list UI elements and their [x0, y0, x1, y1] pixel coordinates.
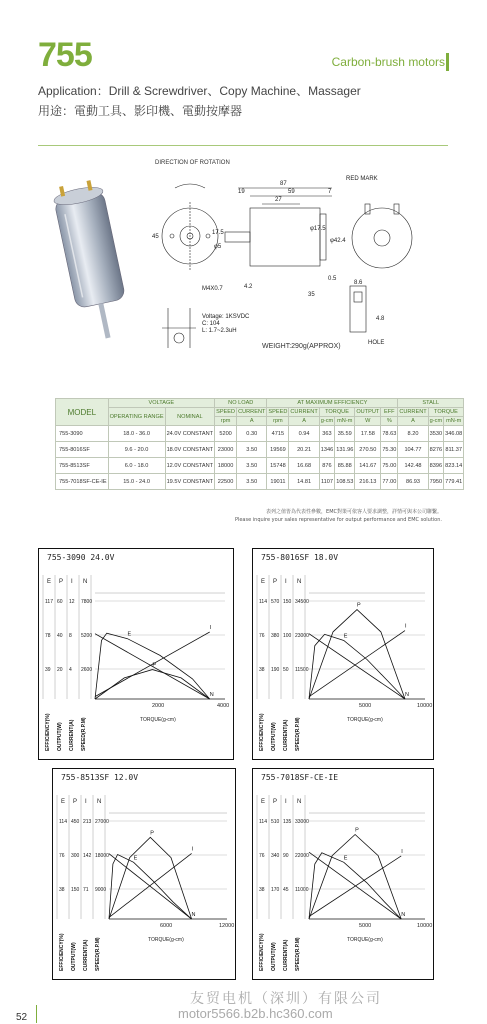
page-number: 52 — [16, 1012, 28, 1023]
y-tick-label: 4 — [69, 667, 72, 673]
legend-label: EFFICIENCY(%) — [259, 933, 265, 971]
y-tick-label: 33000 — [295, 819, 309, 825]
sub-me-current: CURRENT — [290, 409, 318, 415]
dim-phi-42: φ42.4 — [330, 238, 346, 244]
y-tick-label: 5200 — [81, 633, 93, 639]
value-cell: 1346 — [319, 442, 334, 458]
hole-label: HOLE — [368, 340, 385, 346]
value-cell: 75.30 — [381, 442, 398, 458]
y-tick-label: 20 — [57, 667, 63, 673]
axis-letter: I — [285, 579, 287, 585]
x-tick-label: 4000 — [217, 703, 230, 709]
axis-letter: N — [297, 799, 302, 805]
y-tick-label: 34500 — [295, 599, 309, 605]
value-cell: 75.00 — [381, 458, 398, 474]
screw-label: M4X0.7 — [202, 286, 223, 292]
value-cell: 7950 — [428, 474, 443, 490]
unit: rpm — [267, 417, 289, 426]
application-en: Application：Drill & Screwdriver、Copy Machine、Massager — [38, 84, 361, 98]
value-cell: 85.88 — [335, 458, 355, 474]
y-tick-label: 213 — [83, 819, 92, 825]
value-cell: 811.37 — [444, 442, 464, 458]
dim-0-5: 0.5 — [328, 276, 337, 282]
model-cell: 755-8513SF — [56, 458, 109, 474]
table-note — [235, 508, 442, 524]
y-tick-label: 135 — [283, 819, 292, 825]
series-label: I — [401, 848, 403, 855]
x-axis-label: TORQUE(g-cm) — [347, 937, 383, 943]
legend-label: OUTPUT(W) — [71, 942, 77, 971]
axis-letter: P — [273, 579, 278, 585]
sub-me-eff: EFF — [381, 408, 398, 417]
value-cell: 216.13 — [355, 474, 381, 490]
series-label: P — [357, 602, 361, 609]
value-cell: 6.0 - 18.0 — [108, 458, 165, 474]
rotation-direction-label: DIRECTION OF ROTATION — [155, 160, 230, 166]
value-cell: 35.59 — [335, 426, 355, 442]
sub-nl-current: CURRENT — [238, 409, 266, 415]
table-row — [56, 442, 464, 458]
y-tick-label: 142 — [83, 853, 92, 859]
voltage-note-1: Voltage: 1KSVDC — [202, 314, 250, 320]
y-tick-label: 190 — [271, 667, 280, 673]
sub-me-torque: TORQUE — [319, 408, 355, 417]
dim-27: 27 — [275, 197, 282, 203]
series-line-p — [309, 835, 401, 920]
series-label: I — [209, 625, 212, 632]
value-cell: 142.48 — [398, 458, 428, 474]
value-cell: 8.20 — [398, 426, 428, 442]
value-cell: 5200 — [215, 426, 237, 442]
series-line-i — [309, 631, 405, 697]
y-tick-label: 39 — [45, 667, 51, 673]
y-tick-label: 76 — [259, 853, 265, 859]
legend-label: SPEED(R.P.M) — [95, 937, 101, 971]
chart-title: 755-3090 24.0V — [47, 553, 115, 562]
x-tick-label: 5000 — [359, 703, 372, 709]
value-cell: 3.50 — [237, 458, 267, 474]
legend-label: SPEED(R.P.M) — [295, 717, 301, 751]
y-tick-label: 38 — [59, 887, 65, 893]
col-stall: STALL — [398, 399, 464, 408]
axis-letter: E — [261, 799, 266, 805]
series-label: E — [343, 855, 348, 862]
value-cell: 9.6 - 20.0 — [108, 442, 165, 458]
table-row — [56, 458, 464, 474]
sub-operating-range: OPERATING RANGE — [108, 408, 165, 426]
sub-nominal: NOMINAL — [165, 408, 215, 426]
x-axis-label: TORQUE(g-cm) — [148, 937, 184, 943]
value-cell: 23000 — [215, 442, 237, 458]
dim-8-6: 8.6 — [354, 280, 363, 286]
series-line-p — [309, 610, 405, 699]
value-cell: 876 — [319, 458, 334, 474]
value-cell: 16.68 — [289, 458, 319, 474]
value-cell: 12.0V CONSTANT — [165, 458, 215, 474]
value-cell: 0.94 — [289, 426, 319, 442]
axis-letter: E — [261, 579, 266, 585]
value-cell: 3.50 — [237, 442, 267, 458]
dim-phi-17: φ17.5 — [310, 226, 326, 232]
sub-me-speed: SPEED — [268, 409, 288, 415]
table-note-en: Please inquire your sales representative for output performance and EMC solution. — [234, 517, 442, 523]
table-note-zh: 表列之值皆為代表性參數，EMC對策可依客人要求調整，詳情可與本公司聯繫。 — [266, 509, 442, 515]
series-line-n — [309, 852, 401, 919]
chart-title: 755-8016SF 18.0V — [261, 553, 339, 562]
dim-87: 87 — [280, 181, 287, 187]
y-tick-label: 90 — [283, 853, 289, 859]
y-tick-label: 60 — [57, 599, 63, 605]
motor-photo — [45, 170, 135, 350]
series-label: E — [127, 631, 132, 638]
x-tick-label: 10000 — [417, 703, 433, 709]
series-label: P — [152, 662, 157, 669]
unit: rpm — [215, 417, 237, 426]
y-tick-label: 170 — [271, 887, 280, 893]
y-tick-label: 7800 — [81, 599, 93, 605]
value-cell: 18000 — [215, 458, 237, 474]
legend-label: CURRENT(A) — [69, 719, 75, 751]
unit: mN-m — [444, 417, 464, 426]
axis-letter: P — [73, 799, 78, 805]
value-cell: 8396 — [428, 458, 443, 474]
col-voltage: VOLTAGE — [108, 399, 215, 408]
value-cell: 86.93 — [398, 474, 428, 490]
chart-title: 755-7018SF-CE-IE — [261, 773, 339, 782]
y-tick-label: 38 — [259, 667, 265, 673]
axis-letter: N — [83, 579, 88, 585]
y-tick-label: 8 — [69, 633, 72, 639]
unit: A — [289, 417, 319, 426]
y-tick-label: 71 — [83, 887, 89, 893]
watermark-url: motor5566.b2b.hc360.com — [178, 1006, 333, 1021]
y-tick-label: 300 — [71, 853, 80, 859]
value-cell: 20.21 — [289, 442, 319, 458]
value-cell: 24.0V CONSTANT — [165, 426, 215, 442]
x-tick-label: 10000 — [417, 923, 433, 929]
value-cell: 141.67 — [355, 458, 381, 474]
axis-letter: I — [285, 799, 287, 805]
value-cell: 108.53 — [335, 474, 355, 490]
legend-label: EFFICIENCY(%) — [59, 933, 65, 971]
value-cell: 18.0V CONSTANT — [165, 442, 215, 458]
series-accent-bar — [446, 53, 449, 71]
y-tick-label: 150 — [283, 599, 292, 605]
series-line-n — [309, 634, 405, 699]
value-cell: 779.41 — [444, 474, 464, 490]
application-zh: 用途：電動工具、影印機、電動按摩器 — [38, 104, 243, 118]
y-tick-label: 380 — [271, 633, 280, 639]
series-label: E — [133, 855, 138, 862]
unit: W — [355, 417, 381, 426]
unit: % — [381, 417, 398, 426]
unit: g-cm — [429, 418, 443, 424]
value-cell: 17.58 — [355, 426, 381, 442]
y-tick-label: 340 — [271, 853, 280, 859]
value-cell: 270.50 — [355, 442, 381, 458]
y-tick-label: 76 — [59, 853, 65, 859]
y-tick-label: 100 — [283, 633, 292, 639]
x-tick-label: 2000 — [152, 703, 165, 709]
y-tick-label: 117 — [45, 599, 53, 605]
voltage-note-2: C: 104 — [202, 321, 220, 327]
legend-label: OUTPUT(W) — [271, 722, 277, 751]
y-tick-label: 114 — [259, 819, 267, 825]
y-tick-label: 23000 — [295, 633, 309, 639]
series-label: I — [191, 846, 194, 853]
y-tick-label: 76 — [259, 633, 265, 639]
model-cell: 755-8016SF — [56, 442, 109, 458]
unit: mN-m — [335, 417, 355, 426]
y-tick-label: 2600 — [81, 667, 93, 673]
spec-table — [55, 398, 464, 490]
dim-4-8: 4.8 — [376, 316, 385, 322]
series-label: N — [401, 912, 406, 918]
model-cell: 755-3090 — [56, 426, 109, 442]
series-label: N — [209, 692, 214, 698]
y-tick-label: 12 — [69, 599, 75, 605]
chart-title: 755-8513SF 12.0V — [61, 773, 139, 782]
page-accent-bar — [36, 1005, 37, 1023]
value-cell: 19011 — [267, 474, 289, 490]
chart-755-8513sf — [52, 768, 236, 980]
red-mark-label: RED MARK — [346, 176, 378, 182]
dim-phi-5: φ5 — [214, 244, 222, 250]
y-tick-label: 22000 — [295, 853, 309, 859]
sub-st-torque: TORQUE — [428, 408, 464, 417]
value-cell: 14.81 — [289, 474, 319, 490]
y-tick-label: 40 — [57, 633, 63, 639]
model-cell: 755-7018SF-CE-IE — [56, 474, 109, 490]
legend-label: CURRENT(A) — [283, 719, 289, 751]
legend-label: OUTPUT(W) — [57, 722, 63, 751]
value-cell: 8276 — [428, 442, 443, 458]
series-label: N — [191, 912, 196, 918]
legend-label: OUTPUT(W) — [271, 942, 277, 971]
chart-755-3090 — [38, 548, 234, 760]
axis-letter: E — [61, 799, 66, 805]
sub-st-current: CURRENT — [399, 409, 427, 415]
section-divider — [38, 145, 448, 146]
y-tick-label: 27000 — [95, 819, 109, 825]
y-tick-label: 78 — [45, 633, 51, 639]
voltage-note-3: L: 1.7~2.3uH — [202, 328, 237, 334]
axis-letter: P — [59, 579, 64, 585]
axis-letter: I — [71, 579, 73, 585]
dimension-drawing — [150, 168, 450, 348]
value-cell: 19.5V CONSTANT — [165, 474, 215, 490]
unit: A — [398, 417, 428, 426]
table-row — [56, 426, 464, 442]
dim-19: 19 — [238, 189, 245, 195]
x-axis-label: TORQUE(g-cm) — [347, 717, 383, 723]
value-cell: 19569 — [267, 442, 289, 458]
dim-35: 35 — [308, 292, 315, 298]
dim-4-2: 4.2 — [244, 284, 253, 290]
y-tick-label: 18000 — [95, 853, 109, 859]
dim-7: 7 — [328, 189, 332, 195]
value-cell: 78.63 — [381, 426, 398, 442]
legend-label: SPEED(R.P.M) — [295, 937, 301, 971]
series-label: I — [405, 623, 407, 630]
value-cell: 3.50 — [237, 474, 267, 490]
dim-45: 45 — [152, 234, 159, 240]
y-tick-label: 450 — [71, 819, 80, 825]
value-cell: 104.77 — [398, 442, 428, 458]
sub-me-output: OUTPUT — [356, 409, 380, 415]
y-tick-label: 510 — [271, 819, 280, 825]
x-tick-label: 5000 — [359, 923, 372, 929]
axis-letter: P — [273, 799, 278, 805]
dim-17-5: 17.5 — [212, 230, 224, 236]
col-no-load: NO LOAD — [215, 399, 267, 408]
x-tick-label: 12000 — [219, 923, 235, 929]
model-number: 755 — [38, 36, 92, 74]
axis-letter: N — [97, 799, 102, 805]
y-tick-label: 11500 — [295, 667, 309, 673]
y-tick-label: 38 — [259, 887, 265, 893]
legend-label: CURRENT(A) — [283, 939, 289, 971]
value-cell: 15.0 - 24.0 — [108, 474, 165, 490]
dim-59: 59 — [288, 189, 295, 195]
legend-label: EFFICIENCY(%) — [259, 713, 265, 751]
series-line-i — [309, 856, 401, 917]
series-label: P — [150, 830, 154, 837]
x-tick-label: 6000 — [160, 923, 173, 929]
y-tick-label: 570 — [271, 599, 280, 605]
value-cell: 363 — [319, 426, 334, 442]
table-row — [56, 474, 464, 490]
y-tick-label: 50 — [283, 667, 289, 673]
value-cell: 131.96 — [335, 442, 355, 458]
legend-label: CURRENT(A) — [83, 939, 89, 971]
unit: g-cm — [320, 418, 334, 424]
series-line-p — [95, 670, 210, 699]
sub-nl-speed: SPEED — [216, 409, 236, 415]
value-cell: 346.08 — [444, 426, 464, 442]
y-tick-label: 114 — [59, 819, 67, 825]
value-cell: 4715 — [267, 426, 289, 442]
y-tick-label: 150 — [71, 887, 80, 893]
series-label: E — [343, 633, 348, 640]
value-cell: 0.30 — [237, 426, 267, 442]
chart-755-8016sf — [252, 548, 434, 760]
value-cell: 22500 — [215, 474, 237, 490]
chart-755-7018sf — [252, 768, 434, 980]
weight-label: WEIGHT:290g(APPROX) — [262, 343, 341, 350]
value-cell: 77.00 — [381, 474, 398, 490]
legend-label: EFFICIENCY(%) — [45, 713, 51, 751]
value-cell: 18.0 - 36.0 — [108, 426, 165, 442]
col-model: MODEL — [56, 399, 109, 426]
series-label: P — [355, 827, 359, 834]
watermark-company: 友贸电机（深圳）有限公司 — [190, 991, 382, 1007]
unit: A — [237, 417, 267, 426]
series-label: N — [405, 692, 409, 698]
y-tick-label: 45 — [283, 887, 289, 893]
series-label: Carbon-brush motors — [331, 55, 445, 69]
legend-label: SPEED(R.P.M) — [81, 717, 87, 751]
value-cell: 3530 — [428, 426, 443, 442]
y-tick-label: 9000 — [95, 887, 107, 893]
col-max-eff: AT MAXIMUM EFFICIENCY — [267, 399, 398, 408]
axis-letter: I — [85, 799, 87, 805]
y-tick-label: 114 — [259, 599, 267, 605]
axis-letter: E — [47, 579, 52, 585]
value-cell: 15748 — [267, 458, 289, 474]
y-tick-label: 11000 — [295, 887, 309, 893]
value-cell: 823.14 — [444, 458, 464, 474]
value-cell: 1107 — [319, 474, 334, 490]
x-axis-label: TORQUE(g-cm) — [140, 717, 176, 723]
axis-letter: N — [297, 579, 302, 585]
